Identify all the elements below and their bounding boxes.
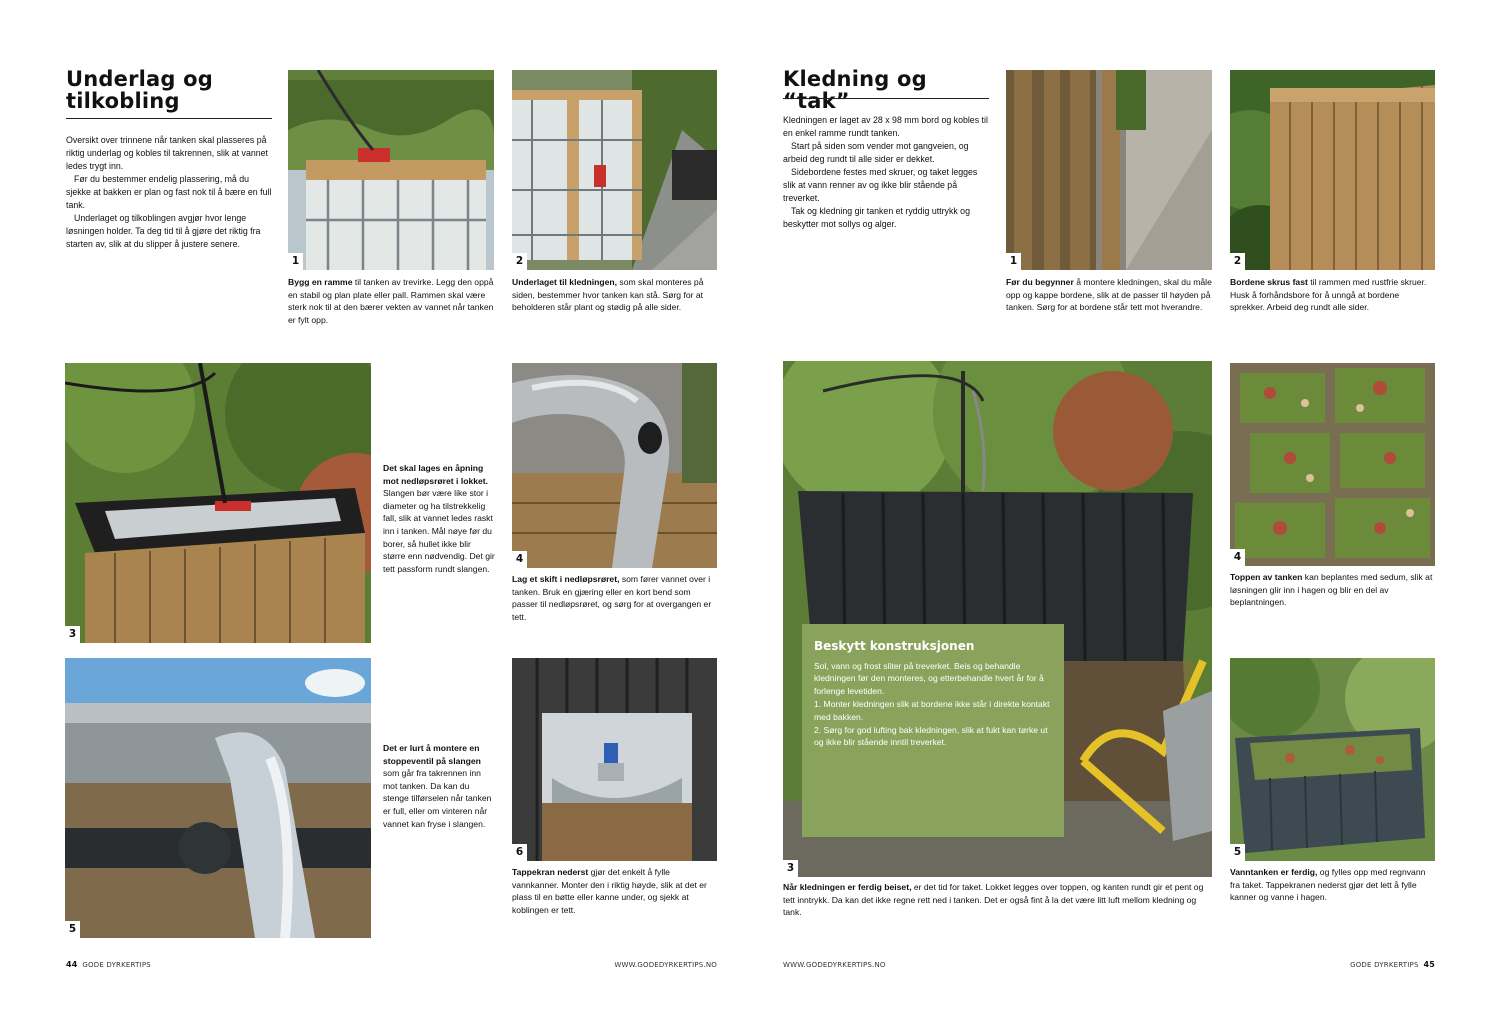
caption-lead: Underlaget til kledningen, [512, 277, 618, 287]
caption-lead: Det er lurt å montere en stoppeventil på slangen [383, 743, 481, 766]
photo-number: 1 [1006, 253, 1021, 270]
caption-left-2 [512, 276, 717, 314]
info-box-paragraph: Sol, vann og frost sliter på treverket. Beis og behandle kledningen før den monteres, og etterbehandle hvert år for å forlenge levetiden. [814, 661, 1044, 696]
caption-text: Slangen bør være like stor i diameter og ha tilstrekkelig fall, slik at vannet ledes raskt inn i tanken. Mål nøye før du borer, så hullet ikke blir større enn nødvendig. Det gir tett passform rundt slangen. [383, 488, 495, 574]
photo-number: 5 [1230, 844, 1245, 861]
photo-right-4 [1230, 363, 1435, 566]
caption-lead: Bordene skrus fast [1230, 277, 1308, 287]
photo-right-1 [1006, 70, 1212, 270]
page-number-left: 44 [66, 960, 78, 969]
caption-text: som fører vannet over i tanken. Bruk en gjæring eller en kort bend som passer til nedløpsrøret, og sørg for at overgangen er tett. [512, 574, 712, 622]
left-intro-text [66, 134, 272, 251]
left-footer [66, 960, 266, 970]
caption-text: til tanken av trevirke. Legg den oppå en stabil og plan plate eller pall. Rammen skal være sterk nok til at den bærer vekten av vannet når tanken er fylt opp. [288, 277, 494, 325]
caption-lead: Når kledningen er ferdig beiset, [783, 882, 912, 892]
caption-lead: Før du begynner [1006, 277, 1074, 287]
photo-left-3 [65, 363, 371, 643]
right-intro-paragraph: Kledningen er laget av 28 x 98 mm bord og kobles til en enkel ramme rundt tanken. [783, 115, 988, 138]
left-footer-url: WWW.GODEDYRKERTIPS.NO [614, 961, 717, 969]
info-box-paragraph: 2. Sørg for god lufting bak kledningen, slik at fukt kan tørke ut og ikke blir stående inntil treverket. [814, 725, 1048, 748]
caption-lead: Lag et skift i nedløpsrøret, [512, 574, 620, 584]
photo-number: 1 [288, 253, 303, 270]
caption-lead: Toppen av tanken [1230, 572, 1303, 582]
caption-right-1 [1006, 276, 1212, 314]
photo-number: 4 [512, 551, 527, 568]
right-intro-paragraph: Sidebordene festes med skruer, og taket legges slik at vann renner av og ikke blir stående på treverket. [783, 167, 978, 203]
photo-number: 4 [1230, 549, 1245, 566]
caption-text: og fylles opp med regnvann fra taket. Tappekranen nederst gjør det lett å fylle kanner og vanne i hagen. [1230, 867, 1426, 903]
right-title-rule [783, 98, 989, 99]
caption-lead: Det skal lages en åpning mot nedløpsrøret i lokket. [383, 463, 489, 486]
page-number-right: 45 [1423, 960, 1435, 969]
right-intro-paragraph: Tak og kledning gir tanken et ryddig uttrykk og beskytter mot sollys og alger. [783, 206, 970, 229]
caption-lead: Bygg en ramme [288, 277, 353, 287]
caption-text: som skal monteres på siden, bestemmer hvor tanken kan stå. Sørg for at beholderen står plant og stødig på alle sider. [512, 277, 704, 313]
right-intro-text [783, 114, 989, 231]
footer-magazine: GODE DYRKERTIPS [1350, 961, 1419, 969]
right-intro-paragraph: Start på siden som vender mot gangveien, og arbeid deg rundt til alle sider er dekket. [783, 141, 969, 164]
right-footer-url: WWW.GODEDYRKERTIPS.NO [783, 961, 886, 969]
photo-left-1 [288, 70, 494, 270]
photo-left-5 [65, 658, 371, 938]
info-box-paragraph: 1. Monter kledningen slik at bordene ikke står i direkte kontakt med bakken. [814, 699, 1050, 722]
caption-left-4 [512, 573, 717, 623]
caption-right-2 [1230, 276, 1435, 314]
photo-right-5 [1230, 658, 1435, 861]
photo-right-2 [1230, 70, 1435, 270]
photo-number: 2 [512, 253, 527, 270]
caption-right-3 [783, 881, 1212, 919]
photo-number: 3 [65, 626, 80, 643]
photo-left-2 [512, 70, 717, 270]
caption-lead: Tappekran nederst [512, 867, 589, 877]
left-intro-paragraph: Før du bestemmer endelig plassering, må du sjekke at bakken er plan og fast nok til å bære en full tank. [66, 174, 272, 210]
caption-text: er det tid for taket. Lokket legges over toppen, og kanten rundt gir et pent og tett inntrykk. Da kan det ikke regne rett ned i tanken. Det er også fint å la det være litt luft mellom kledning og tank. [783, 882, 1204, 918]
info-box-protect [802, 624, 1064, 837]
caption-right-4 [1230, 571, 1435, 609]
caption-text: som går fra takrennen inn mot tanken. Da kan du stenge tilførselen når tanken er full, eller om vinteren når vannet kan fryse i slangen. [383, 768, 492, 829]
info-box-body [814, 660, 1050, 749]
right-page-title: Kledning og “tak” [783, 67, 927, 113]
photo-left-6 [512, 658, 717, 861]
caption-text: til rammen med rustfrie skruer. Husk å forhåndsbore for å unngå at bordene sprekker. Arbeid deg rundt alle sider. [1230, 277, 1427, 313]
caption-right-5 [1230, 866, 1435, 904]
caption-left-3 [383, 462, 495, 575]
caption-left-6 [512, 866, 717, 916]
caption-text: kan beplantes med sedum, slik at løsningen glir inn i hagen og blir en del av beplantningen. [1230, 572, 1433, 608]
left-intro-paragraph: Oversikt over trinnene når tanken skal plasseres på riktig underlag og kobles til takrennen, slik at vannet ledes trygt inn. [66, 135, 268, 171]
left-intro-paragraph: Underlaget og tilkoblingen avgjør hvor lenge løsningen holder. Ta deg tid til å gjøre det riktig fra starten av, slik at du slipper å justere senere. [66, 213, 261, 249]
photo-number: 5 [65, 921, 80, 938]
photo-number: 3 [783, 860, 798, 877]
footer-magazine: GODE DYRKERTIPS [82, 961, 151, 969]
caption-text: gjør det enkelt å fylle vannkanner. Monter den i riktig høyde, slik at det er plass til en bøtte eller kanne under, og sjekk at koblingen er tett. [512, 867, 707, 915]
photo-number: 6 [512, 844, 527, 861]
info-box-title: Beskytt konstruksjonen [814, 639, 975, 653]
right-footer [1235, 960, 1435, 970]
caption-left-5 [383, 742, 495, 830]
left-page-title: Underlag og tilkobling [66, 67, 214, 113]
caption-text: å montere kledningen, skal du måle opp og kappe bordene, slik at de passer til høyden på tanken. Sørg for at bordene står tett mot hverandre. [1006, 277, 1212, 313]
caption-lead: Vanntanken er ferdig, [1230, 867, 1318, 877]
photo-number: 2 [1230, 253, 1245, 270]
caption-left-1 [288, 276, 494, 326]
photo-left-4 [512, 363, 717, 568]
left-title-rule [66, 118, 272, 119]
